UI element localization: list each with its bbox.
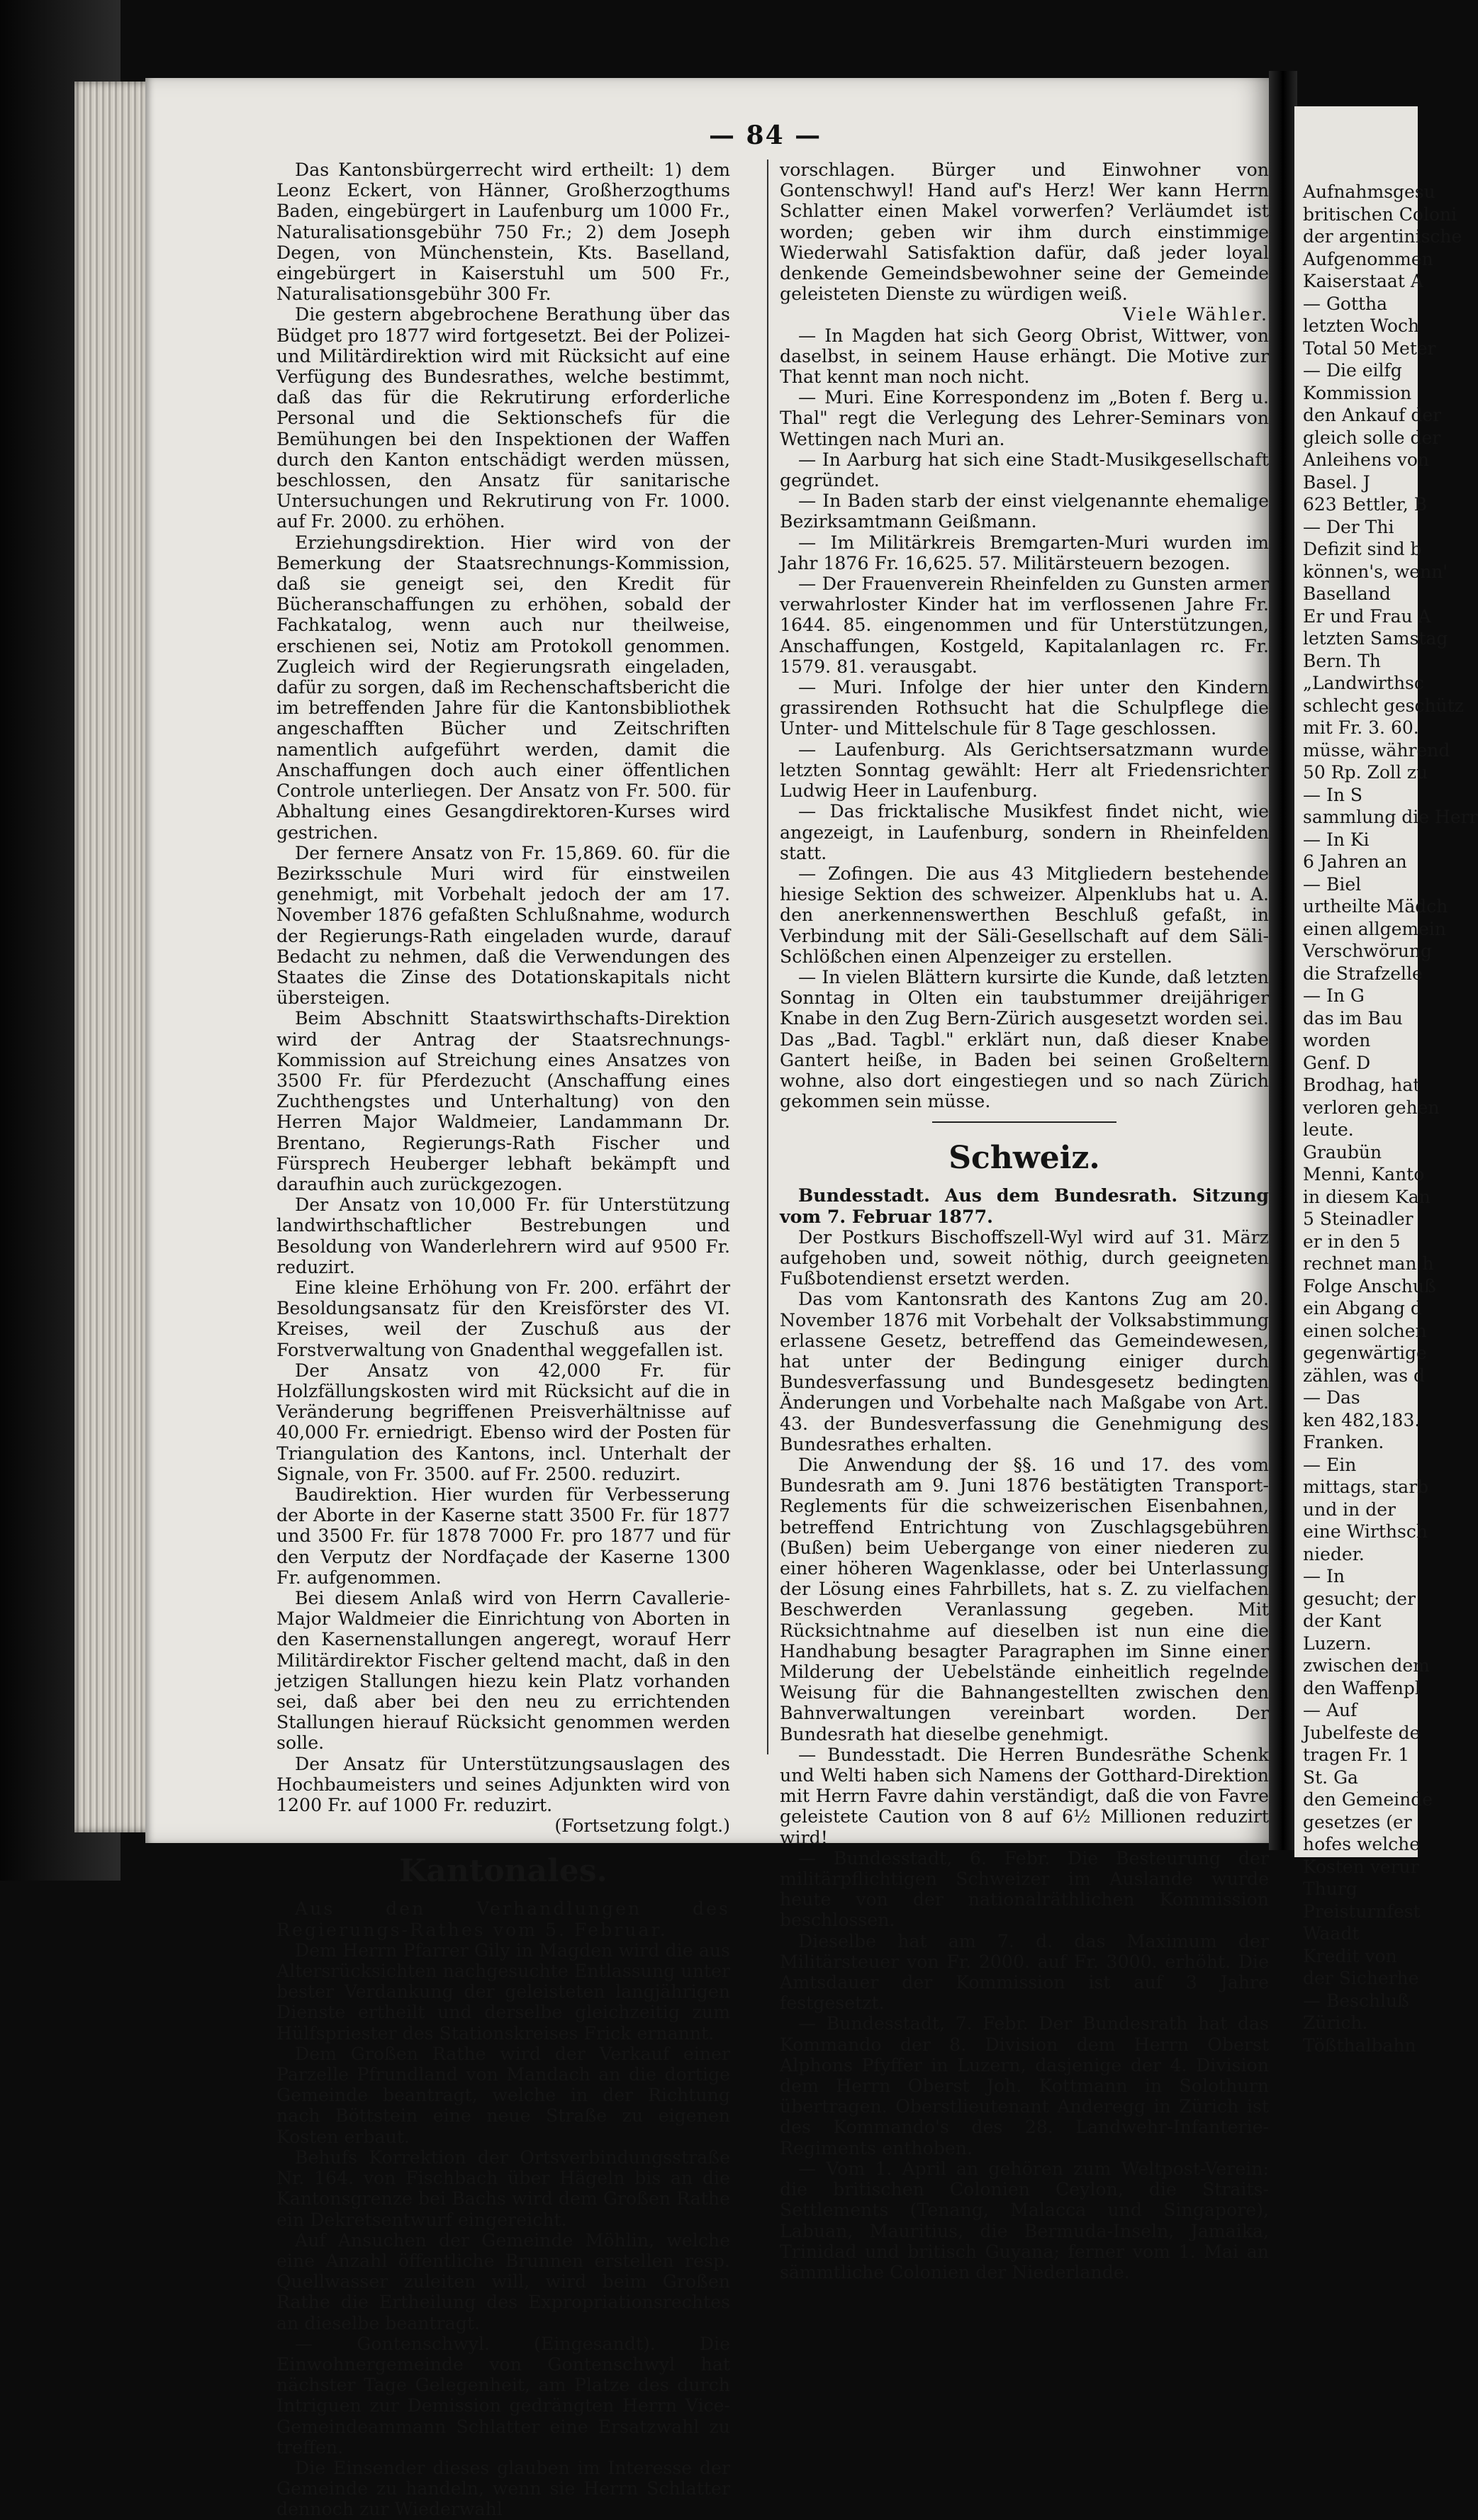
next-page-line: — Die eilfg (1303, 360, 1402, 381)
next-page-line: — Ein (1303, 1454, 1357, 1475)
next-page-line: Folge Anschuß (1303, 1275, 1436, 1297)
signature: Viele Wähler. (1123, 304, 1269, 325)
next-page-line: leute. (1303, 1119, 1354, 1140)
section-heading-schweiz: Schweiz. (948, 1140, 1100, 1177)
next-page-line: St. Ga (1303, 1766, 1358, 1788)
paragraph: — In vielen Blättern kursirte die Kunde, daß letzten Sonntag in Olten ein taubstummer dreijähriger Knabe in den Zug Bern-Zürich ausgesetzt worden sei. Das „Bad. Tagbl." erklärt nun, daß dieser Knabe Gantert heiße, in Baden bei seinen Großeltern wohne, also dort eingestiegen und so nach Zürich gekommen sein müsse. (780, 966, 1269, 1112)
next-page-line: gesucht; der (1303, 1588, 1416, 1609)
next-page-line: — In S (1303, 784, 1362, 805)
next-page-line: Aufgenommen (1303, 248, 1433, 269)
next-page-line: den Gemeinde (1303, 1789, 1433, 1810)
paragraph: — Bundesstadt, 7. Febr. Der Bundesrath hat das Kommando der 8. Division dem Herrn Oberst Alphons Pfyffer in Luzern, dasjenige der 4. Division dem Herrn Oberst Joh. Kottmann in Solothurn übertragen. Oberstlieutenant Anderegg in Zürich ist des Kommando's des 28. Landwehr-Infanterie-Regiments enthoben. (780, 2013, 1269, 2158)
next-page-line: Preisturnfest (1303, 1900, 1421, 1922)
next-page-line: mit Fr. 3. 60. (1303, 717, 1419, 738)
next-page-line: in diesem Kan (1303, 1186, 1431, 1207)
next-page-line: zwischen dem (1303, 1655, 1430, 1676)
next-page-line: — Auf (1303, 1700, 1357, 1720)
next-page-line: Basel. J (1303, 471, 1370, 493)
next-page-line: Bern. Th (1303, 650, 1381, 671)
next-page-line: den Waffenpl (1303, 1677, 1421, 1698)
paragraph: Der Ansatz von 42,000 Fr. für Holzfällungskosten wird mit Rücksicht auf die in Veränderung begriffenen Preisverhältnisse auf 40,000 Fr. erniedrigt. Ebenso wird der Posten für Triangulation des Kantons, incl. Unterhalt der Signale, von Fr. 3500. auf Fr. 2500. reduzirt. (276, 1360, 730, 1484)
next-page-line: britischen Coloni (1303, 203, 1457, 225)
next-page-line: sammlung die Herr (1303, 807, 1478, 827)
next-page-line: gleich solle der (1303, 427, 1441, 448)
next-page-line: der Sicherhe (1303, 1968, 1419, 1988)
paragraph: — Bundesstadt. Die Herren Bundesräthe Schenk und Welti haben sich Namens der Gotthard-Direktion mit Herrn Favre dahin verständigt, daß die von Favre geleistete Caution von 8 auf 6½ Millionen reduzirt wird! (780, 1744, 1269, 1848)
paragraph: Dem Großen Rathe wird der Verkauf einer Parzelle Pfrundland von Mandach an die dortige Gemeinde beantragt, welche in der Richtung nach Böttstein eine neue Straße zu eigenen Kosten erbaut. (276, 2043, 730, 2147)
subheading: Bundesstadt. Aus dem Bundesrath. Sitzung vom 7. Februar 1877. (780, 1185, 1269, 1227)
paragraph: Die gestern abgebrochene Berathung über das Büdget pro 1877 wird fortgesetzt. Bei der Polizei- und Militärdirektion wird mit Rücksicht auf eine Verfügung des Bundesrathes, welche bestimmt, daß das für die Rekrutirung erforderliche Personal und die Sektionschefs für die Bemühungen bei den Inspektionen der Waffen durch den Kanton entschädigt werden müssen, beschlossen, den Ansatz für sanitarische Untersuchungen und Rekrutirung von Fr. 1000. auf Fr. 2000. zu erhöhen. (276, 304, 730, 532)
next-page-line: Jubelfeste de (1303, 1722, 1421, 1743)
next-page-line: der Kant (1303, 1611, 1382, 1631)
next-page-line: gesetzes (er (1303, 1811, 1412, 1832)
right-column (780, 159, 1269, 2283)
paragraph: — Der Frauenverein Rheinfelden zu Gunsten armer verwahrloster Kinder hat im verflossenen Jahre Fr. 1644. 85. eingenommen und für Unterstützungen, Anschaffungen, Kostgeld, Kapitalanlagen rc. Fr. 1579. 81. verausgabt. (780, 573, 1269, 677)
next-page-line: — Biel (1303, 873, 1362, 895)
continuation-note: (Fortsetzung folgt.) (554, 1815, 730, 1837)
paragraph: vorschlagen. Bürger und Einwohner von Gontenschwyl! Hand auf's Herz! Wer kann Herrn Schlatter einen Makel vorwerfen? Verläumdet ist worden; geben wir ihm durch einstimmige Wiederwahl Satisfaktion dafür, daß jeder loyal denkende Gemeindsbewohner seine der Gemeinde geleisteten Dienste zu würdigen weiß. (780, 159, 1269, 305)
next-page-line: Defizit sind b (1303, 539, 1422, 559)
next-page-line: ken 482,183. (1303, 1409, 1421, 1430)
next-page-line: Baselland (1303, 583, 1391, 604)
next-page-line: Waadt (1303, 1923, 1360, 1944)
next-page-line: Kosten verur (1303, 1856, 1419, 1877)
section-rule (932, 1121, 1116, 1123)
page-number: — 84 — (709, 121, 822, 150)
next-page-line: letzten Woch (1303, 315, 1420, 336)
next-page-line: Genf. D (1303, 1052, 1371, 1073)
column-divider (767, 159, 768, 1754)
next-page-line: zählen, was d (1303, 1365, 1426, 1386)
next-page-line: der argentinische (1303, 226, 1462, 247)
next-page-line: — Das (1303, 1387, 1360, 1408)
next-page-line: das im Bau (1303, 1007, 1403, 1029)
next-page-line: Thurg (1303, 1878, 1357, 1899)
next-page-line: müsse, während (1303, 739, 1450, 761)
paragraph: Eine kleine Erhöhung von Fr. 200. erfährt der Besoldungsansatz für den Kreisförster des VI. Kreises, weil der Zuschuß aus der Forstverwaltung von Gnadenthal weggefallen ist. (276, 1277, 730, 1360)
next-page-line: verloren gehen (1303, 1097, 1440, 1118)
next-page-line: 623 Bettler, B (1303, 494, 1428, 515)
next-page-line: ein Abgang d (1303, 1298, 1422, 1318)
page-gutter (1269, 71, 1297, 1850)
paragraph: — Laufenburg. Als Gerichtsersatzmann wurde letzten Sonntag gewählt: Herr alt Friedensrichter Ludwig Heer in Laufenburg. (780, 739, 1269, 802)
next-page-line: Aufnahmsgesu (1303, 181, 1435, 202)
next-page-line: urtheilte Mädch (1303, 896, 1448, 917)
next-page-line: letzten Samstag (1303, 628, 1448, 649)
next-page-line: Kommission (1303, 382, 1412, 403)
paragraph: — Muri. Infolge der hier unter den Kindern grassirenden Rothsucht hat die Schulpflege die Unter- und Mittelschule für 8 Tage geschlossen. (780, 677, 1269, 739)
next-page-line: — Beschluß (1303, 1990, 1409, 2011)
next-page-line: einen allgemein (1303, 918, 1447, 939)
paragraph: Erziehungsdirektion. Hier wird von der Bemerkung der Staatsrechnungs-Kommission, daß sie geneigt sei, den Kredit für Bücheranschaffungen zu erhöhen, sobald der Fachkatalog, wenn auch nur theilweise, erschienen sei, Notiz am Protokoll genommen. Zugleich wird der Regierungsrath eingeladen, dafür zu sorgen, daß im Rechenschaftsbericht die im betreffenden Jahre für die Kantonsbibliothek angeschafften Bücher und Zeitschriften namentlich aufgeführt werden, damit die Anschaffungen doch auch einer öffentlichen Controle unterliegen. Der Ansatz von Fr. 500. für Abhaltung eines Gesangdirektoren-Kurses wird gestrichen. (276, 532, 730, 843)
paragraph: — Muri. Eine Korrespondenz im „Boten f. Berg u. Thal" regt die Verlegung des Lehrer-Seminars von Wettingen nach Muri an. (780, 387, 1269, 449)
next-page-line: den Ankauf der (1303, 405, 1442, 425)
next-page-line: tragen Fr. 1 (1303, 1745, 1410, 1765)
next-page-line: Brodhag, hat (1303, 1075, 1421, 1095)
next-page-line: gegenwärtige (1303, 1343, 1427, 1363)
next-page-line: Zürich. (1303, 2012, 1368, 2033)
paragraph: — In Baden starb der einst vielgenannte ehemalige Bezirksamtmann Geißmann. (780, 491, 1269, 532)
page-edges (74, 82, 152, 1832)
next-page-line: — Der Thi (1303, 516, 1394, 537)
next-page-line: schlecht geschütz (1303, 695, 1464, 716)
next-page-line: Graubün (1303, 1141, 1382, 1163)
section-heading-kantonales: Kantonales. (399, 1853, 608, 1890)
paragraph: Baudirektion. Hier wurden für Verbesserung der Aborte in der Kaserne statt 3500 Fr. für 1877 und 3500 Fr. für 1878 7000 Fr. pro 1877 und für den Verputz der Nordfaçade der Kaserne 1300 Fr. aufgenommen. (276, 1484, 730, 1588)
paragraph: Bei diesem Anlaß wird von Herrn Cavallerie-Major Waldmeier die Einrichtung von Aborten in den Kasernenstallungen angeregt, worauf Herr Militärdirektor Fischer geltend macht, daß in den jetzigen Stallungen hiezu kein Platz vorhanden sei, daß aber bei den neu zu errichtenden Stallungen hierauf Rücksicht genommen werden solle. (276, 1588, 730, 1754)
next-page-column (1303, 181, 1478, 2056)
paragraph: Der Ansatz von 10,000 Fr. für Unterstützung landwirthschaftlicher Bestrebungen und Besoldung von Wanderlehrern wird auf 9500 Fr. reduzirt. (276, 1194, 730, 1277)
paragraph: — In Aarburg hat sich eine Stadt-Musikgesellschaft gegründet. (780, 449, 1269, 491)
next-page-line: Anleihens von (1303, 449, 1429, 470)
next-page-line: „Landwirthsc (1303, 673, 1424, 693)
next-page-line: Menni, Kanto (1303, 1164, 1425, 1185)
next-page-line: Luzern. (1303, 1633, 1372, 1654)
next-page-line: einen solchen (1303, 1320, 1427, 1341)
next-page-line: — In G (1303, 985, 1365, 1006)
paragraph: — In Magden hat sich Georg Obrist, Wittwer, von daselbst, in seinem Hause erhängt. Die Motive zur That kennt man noch nicht. (780, 325, 1269, 388)
paragraph: Auf Ansuchen der Gemeinde Möhlin, welche eine Anzahl öffentliche Brunnen erstellen resp. Quellwasser zuleiten will, wird beim Großen Rathe die Ertheilung des Expropriationsrechtes an dieselbe beantragt. (276, 2229, 730, 2334)
next-page-line: eine Wirthsch (1303, 1521, 1428, 1542)
next-page-line: Tößthalbahn (1303, 2034, 1416, 2056)
paragraph: Das vom Kantonsrath des Kantons Zug am 20. November 1876 mit Vorbehalt der Volksabstimmung erlassene Gesetz, betreffend das Gemeindewesen, hat unter der Bedingung einiger durch Bundesverfassung und Bundesgesetz bedingten Änderungen und Vorbehalte nach Maßgabe von Art. 43. der Bundesverfassung die Genehmigung des Bundesrathes erhalten. (780, 1289, 1269, 1455)
paragraph: Die Anwendung der §§. 16 und 17. des vom Bundesrath am 9. Juni 1876 bestätigten Transport-Reglements für die schweizerischen Eisenbahnen, betreffend Entrichtung von Zuschlagsgebühren (Bußen) beim Uebergange von einer niederen zu einer höheren Wagenklasse, oder bei Unterlassung der Lösung eines Fahrbillets, hat s. Z. zu vielfachen Beschwerden Veranlassung gegeben. Mit Rücksichtnahme auf dieselben ist nun eine die Handhabung besagter Paragraphen im Sinne einer Milderung der Uebelstände einheitlich regelnde Weisung für die Bahnangestellten zwischen den Bahnverwaltungen vereinbart worden. Der Bundesrath hat dieselbe genehmigt. (780, 1454, 1269, 1745)
paragraph: — Bundesstadt, 6. Febr. Die Besteurung der militärpflichtigen Schweizer im Auslande wurde heute von der nationalräthlichen Kommission beschlossen. (780, 1847, 1269, 1931)
next-page-line: Total 50 Meter (1303, 337, 1436, 359)
paragraph: Dieselbe hat am 7. d. das Maximum der Militärsteuer von Fr. 2000. auf Fr. 3000. erhöht. Die Amtsdauer der Kommission ist auf 3 Jahre festgesetzt. (780, 1930, 1269, 2014)
next-page-line: Franken. (1303, 1432, 1384, 1452)
paragraph: — Im Militärkreis Bremgarten-Muri wurden im Jahr 1876 Fr. 16,625. 57. Militärsteuern bezogen. (780, 532, 1269, 573)
next-page-line: und in der (1303, 1499, 1396, 1520)
paragraph: Der Ansatz für Unterstützungsauslagen des Hochbaumeisters und seines Adjunkten wird von 1200 Fr. auf 1000 Fr. reduzirt. (276, 1753, 730, 1816)
paragraph: Der fernere Ansatz von Fr. 15,869. 60. für die Bezirksschule Muri wird für einstweilen genehmigt, mit Vorbehalt jedoch der am 17. November 1876 gefaßten Schlußnahme, wodurch der Regierungs-Rath eingeladen wurde, darauf Bedacht zu nehmen, daß die Verwendungen des Staates die Zinse des Dotationskapitals nicht übersteigen. (276, 842, 730, 1009)
next-page-line: 50 Rp. Zoll zu (1303, 762, 1428, 783)
paragraph: — Das fricktalische Musikfest findet nicht, wie angezeigt, in Laufenburg, sondern in Rheinfelden statt. (780, 801, 1269, 863)
next-page-line: Verschwörung (1303, 941, 1433, 961)
next-page-line: Kredit von (1303, 1945, 1397, 1966)
paragraph: Das Kantonsbürgerrecht wird ertheilt: 1) dem Leonz Eckert, von Hänner, Großherzogthums Baden, eingebürgert in Laufenburg um 1000 Fr., Naturalisationsgebühr 750 Fr.; 2) dem Joseph Degen, von Münchenstein, Kts. Baselland, eingebürgert in Kaiserstuhl um 500 Fr., Naturalisationsgebühr 300 Fr. (276, 159, 730, 305)
paragraph: Dem Herrn Pfarrer Gily in Magden wird die aus Altersrücksichten nachgesuchte Entlassung unter bester Verdankung der geleisteten langjährigen Dienste ertheilt und derselbe gleichzeitig zum Hülfspriester des Stationskreises Frick ernannt. (276, 1939, 730, 2044)
paragraph: — Vom 1. April an gehören zum Weltpost-Verein: die britischen Colonien Ceylon, die Straits-Settlements (Tenang, Malacca und Singapore), Labuan, Mauritius, die Bermuda-Inseln, Jamaika, Trinidad und britisch Guyana; ferner vom 1. Mai an sämmtliche Colonien der Niederlande. (780, 2158, 1269, 2283)
next-page-line: hofes welche (1303, 1834, 1421, 1854)
next-page-line: — In Ki (1303, 829, 1370, 850)
paragraph: — Zofingen. Die aus 43 Mitgliedern bestehende hiesige Sektion des schweizer. Alpenklubs hat u. A. den anerkennenswerthen Beschluß gefaßt, in Verbindung mit der Säli-Gesellschaft auf dem Säli-Schlößchen einen Alpenzeiger zu erstellen. (780, 863, 1269, 967)
next-page-line: können's, wenn' (1303, 561, 1448, 582)
next-page-line: die Strafzelle (1303, 963, 1423, 984)
paragraph: Beim Abschnitt Staatswirthschafts-Direktion wird der Antrag der Staatsrechnungs-Kommission auf Streichung eines Ansatzes von 3500 Fr. für Pferdezucht (Anschaffung eines Zuchthengstes und Unterhaltung) von den Herren Major Waldmeier, Landammann Dr. Brentano, Regierungs-Rath Fischer und Fürsprech Heuberger lebhaft bekämpft und daraufhin auch zurückgezogen. (276, 1008, 730, 1194)
next-page-line: 5 Steinadler (1303, 1209, 1413, 1229)
paragraph: — Gontenschwyl. (Eingesandt). Die Einwohnergemeinde von Gontenschwyl hat nächster Tage Gelegenheit, am Platze des durch Intriguen zur Demission gedrängten Herrn Vice-Gemeindeammann Schlatter eine Ersatzwahl zu treffen. (276, 2333, 730, 2458)
next-page-line: mittags, starb (1303, 1477, 1429, 1497)
next-page-line: Kaiserstaat A (1303, 271, 1423, 291)
paragraph: Die Einsender dieses glauben im Interesse der Gemeinde zu handeln, wenn sie Herrn Schlatter dennoch zur Wiederwahl (276, 2457, 730, 2520)
next-page-line: er in den 5 (1303, 1231, 1401, 1252)
next-page-line: nieder. (1303, 1543, 1365, 1564)
next-page-line: — In (1303, 1566, 1345, 1586)
left-column (276, 159, 730, 2520)
next-page-line: Er und Frau A (1303, 605, 1431, 627)
subheading: Aus den Verhandlungen des Regierungs-Rathes vom 5. Februar. (276, 1898, 730, 1940)
paragraph: Behufs Korrektion der Ortsverbindungsstraße Nr. 164. von Fischbach über Hägeln bis an die Kantonsgrenze bei Bachs wird dem Großen Rathe ein Dekretsentwurf eingereicht. (276, 2146, 730, 2230)
paragraph: Der Postkurs Bischoffszell-Wyl wird auf 31. März aufgehoben und, soweit nöthig, durch geeigneten Fußbotendienst ersetzt werden. (780, 1226, 1269, 1289)
next-page-line: 6 Jahren an (1303, 851, 1407, 872)
next-page-line: worden (1303, 1030, 1371, 1051)
next-page-line: — Gottha (1303, 293, 1388, 314)
next-page-line: rechnet man h (1303, 1253, 1434, 1274)
